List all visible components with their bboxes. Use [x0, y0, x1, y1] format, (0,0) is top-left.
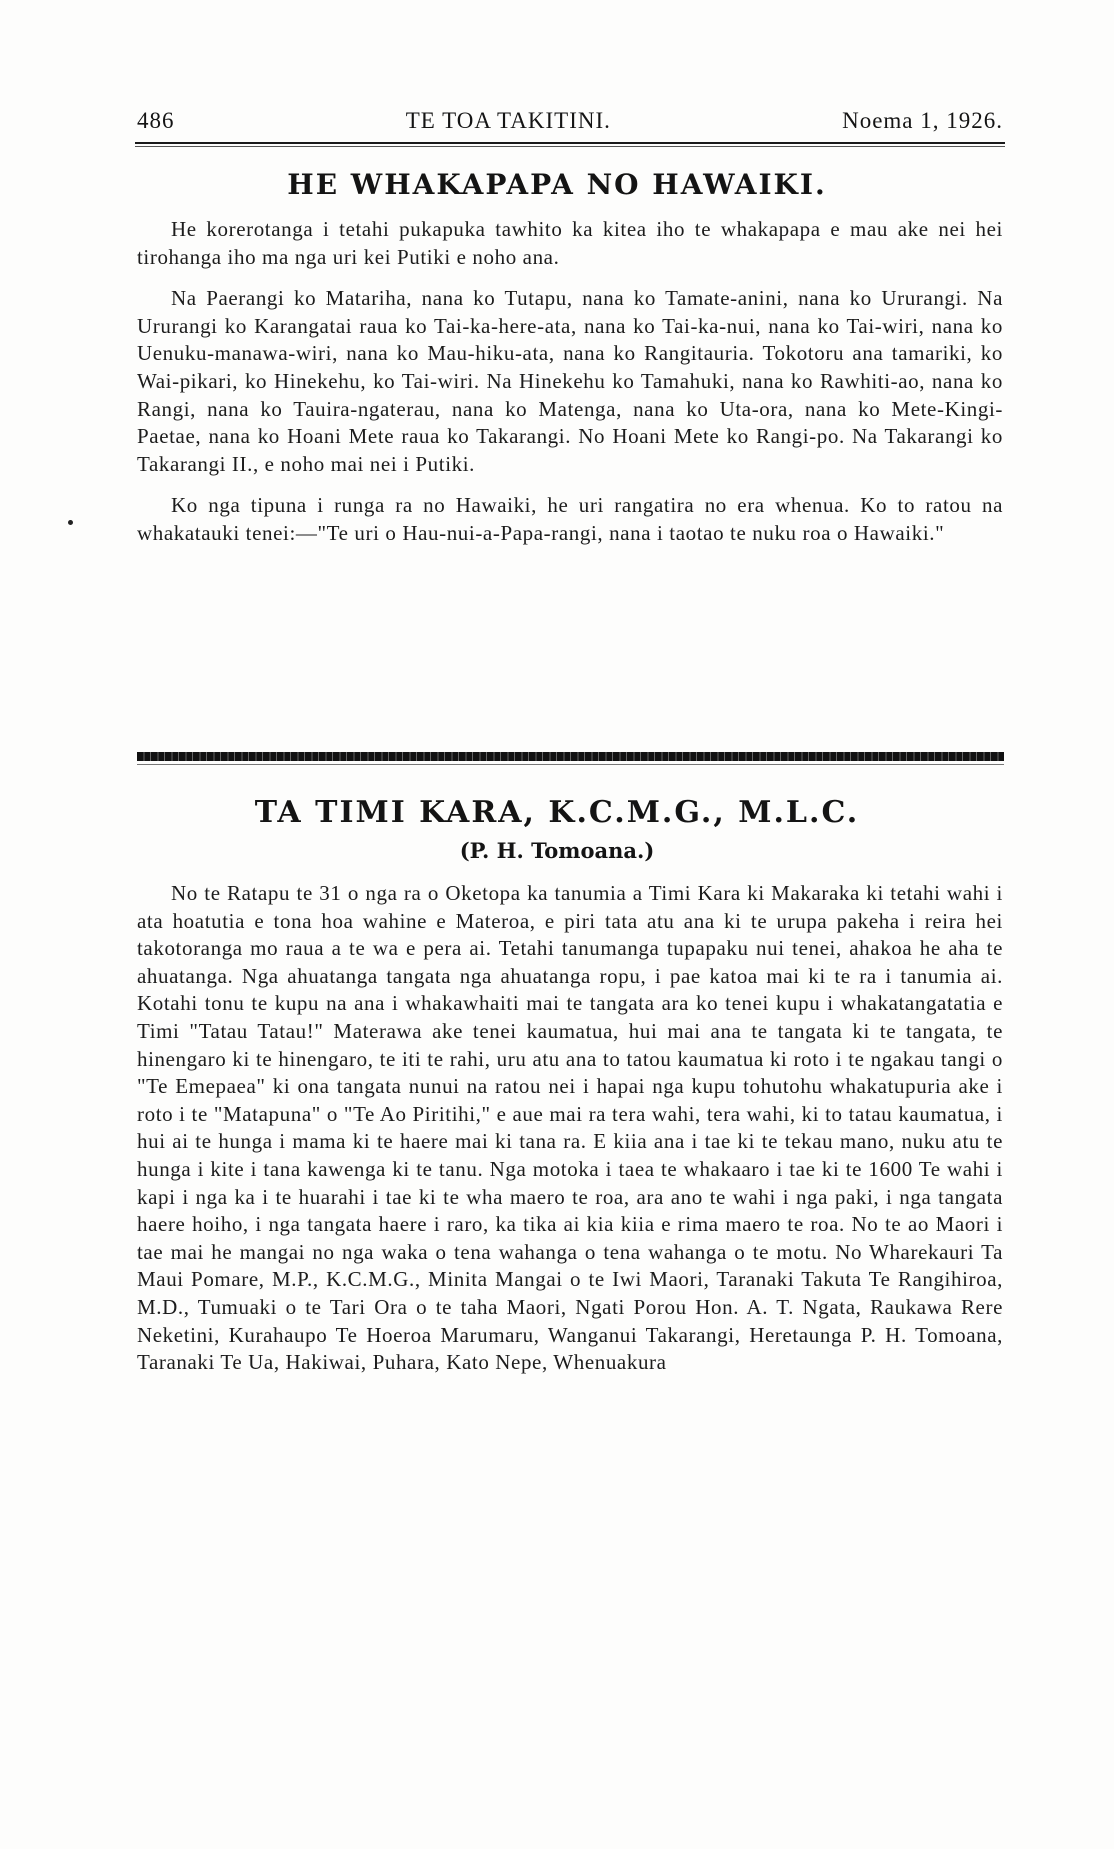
paragraph: Na Paerangi ko Matariha, nana ko Tutapu, nana ko Tamate-anini, nana ko Ururangi. Na Ururangi ko Karangatai raua ko Tai-ka-here-ata, nana ko Tai-ka-nui, nana ko Tai-wiri, nana ko Uenuku-manawa-wiri, nana ko Mau-hiku-ata, nana ko Rangitauria. Tokotoru ana tamariki, ko Wai-pikari, ko Hinekehu, ko Tai-wiri. Na Hinekehu ko Tamahuki, nana ko Rawhiti-ao, nana ko Rangi, nana ko Tauira-ngaterau, nana ko Matenga, nana ko Uta-ora, nana ko Mete-Kingi-Paetae, nana ko Hoani Mete raua ko Takarangi. No Hoani Mete ko Rangi-po. Na Takarangi ko Takarangi II., e noho mai nei i Putiki. — [137, 286, 1003, 476]
article-body-whakapapa — [137, 216, 1003, 548]
paragraph: He korerotanga i tetahi pukapuka tawhito ka kitea iho te whakapapa e mau ake nei hei tirohanga iho ma nga uri kei Putiki e noho ana. — [137, 217, 1003, 269]
article-body-timi-kara — [137, 880, 1003, 1377]
paragraph: Ko nga tipuna i runga ra no Hawaiki, he uri rangatira no era whenua. Ko to ratou na whakatauki tenei:—"Te uri o Hau-nui-a-Papa-rangi, nana i taotao te nuku roa o Hawaiki." — [137, 493, 1003, 545]
divider-underline — [137, 764, 1004, 765]
header-rule — [135, 142, 1005, 144]
page-number: 486 — [137, 108, 175, 133]
paragraph: No te Ratapu te 31 o nga ra o Oketopa ka tanumia a Timi Kara ki Makaraka ki tetahi wahi i ata hoatutia e tona hoa wahine e Materoa, e piri tata atu ana ki te urupa pakeha i reira hei takotoranga mo raua a te wa e pera ai. Tetahi tanumanga tupapaku nui tenei, ahakoa he aha te ahuatanga. Nga ahuatanga tangata nga ahuatanga ropu, i pae katoa mai ki te ra i tanumia ai. Kotahi tonu te kupu na ana i whakawhaiti mai te tangata ara ko tenei kupu i whakatangatatia e Timi "Tatau Tatau!" Materawa ake tenei kaumatua, hui mai ana te tangata ki te tangata, te hinengaro ki te hinengaro, te iti te rahi, uru atu ana to tatou kaumatua ki roto i te ngakau tangi o "Te Emepaea" ki ona tangata nunui na ratou nei i hapai nga kupu tohutohu whakatupuria ake i roto i te "Matapuna" o "Te Ao Piritihi," e aue mai ra tera wahi, tera wahi, ki to tatau kaumatua, i hui ai te hunga i mama ki te haere mai ki tana ra. E kiia ana i tae ki te tekau mano, nuku atu te hunga i kite i tana kawenga ki te tanu. Nga motoka i taea te whakaaro i tae ki te 1600 Te wahi i kapi i nga ka i te huarahi i tae ki te wha maero te roa, ara ano te wahi i nga paki, i nga tangata haere hoiho, i nga tangata haere i raro, ka tika ai kia kiia e rima maero te roa. No te ao Maori i tae mai he mangai no nga waka o tena wahanga o tena wahanga o te motu. No Wharekauri Ta Maui Pomare, M.P., K.C.M.G., Minita Mangai o te Iwi Maori, Taranaki Takuta Te Rangihiroa, M.D., Tumuaki o te Tari Ora o te taha Maori, Ngati Porou Hon. A. T. Ngata, Raukawa Rere Neketini, Kurahaupo Te Hoeroa Marumaru, Wanganui Takarangi, Heretaunga P. H. Tomoana, Taranaki Te Ua, Hakiwai, Puhara, Kato Nepe, Whenuakura — [137, 881, 1003, 1375]
article-byline: (P. H. Tomoana.) — [459, 838, 655, 863]
running-head — [137, 108, 1003, 134]
article-title-timi-kara: TA TIMI KARA, K.C.M.G., M.L.C. — [254, 795, 860, 830]
journal-title: TE TOA TAKITINI. — [405, 108, 611, 133]
header-rule-thin — [135, 146, 1005, 147]
stray-mark — [68, 520, 73, 525]
issue-date: Noema 1, 1926. — [842, 108, 1003, 133]
ornamental-divider — [137, 752, 1004, 761]
article-title-whakapapa: HE WHAKAPAPA NO HAWAIKI. — [287, 168, 827, 201]
